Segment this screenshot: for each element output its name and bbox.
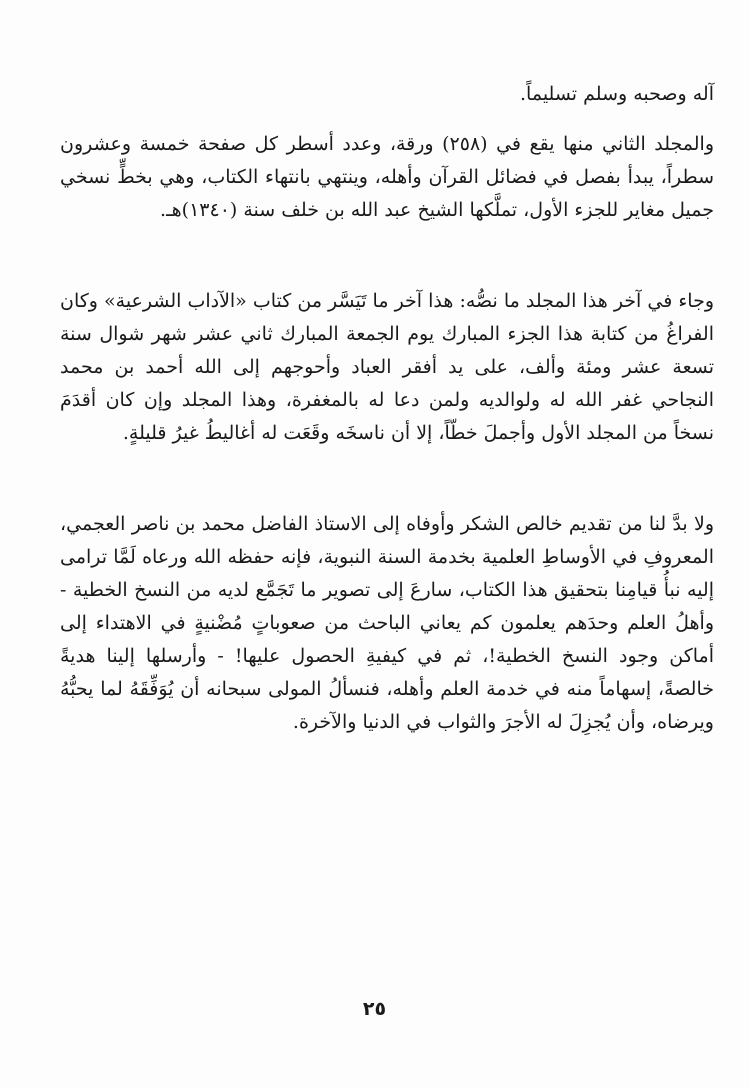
paragraph-2-text: والمجلد الثاني منها يقع في (٢٥٨) ورقة، وعدد أسطر كل صفحة خمسة وعشرون سطراً، يبدأ بفصل في فضائل القرآن وأهله، وينتهي بانتهاء الكتاب، وهي بخطٍّ نسخي جميل مغاير للجزء الأول، تملَّكها الشيخ عبد الله بن خلف سنة (١٣٤٠)هـ.	[60, 133, 715, 221]
paragraph-3-text: وجاء في آخر هذا المجلد ما نصُّه: هذا آخر ما تَيَسَّر من كتاب «الآداب الشرعية» وكان الفراغُ من كتابة هذا الجزء المبارك يوم الجمعة المبارك ثاني عشر شهر شوال سنة تسعة عشر ومئة وألف، على يد أفقر العباد وأحوجهم إلى الله أحمد بن محمد النجاحي غفر الله له ولوالديه ولمن دعا له بالمغفرة، وهذا المجلد وإن كان أقدَمَ نسخاً من المجلد الأول وأجملَ خطّاً، إلا أن ناسخَه وقَعَت له أغاليطُ غيرُ قليلةٍ.	[60, 290, 714, 444]
paragraph-second-volume-description	[60, 128, 714, 227]
paragraph-colophon	[60, 285, 714, 450]
paragraph-closing-blessing	[60, 78, 714, 111]
paragraph-4-text: ولا بدَّ لنا من تقديم خالص الشكر وأوفاه إلى الاستاذ الفاضل محمد بن ناصر العجمي، المعروفِ في الأوساطِ العلمية بخدمة السنة النبوية، فإنه حفظه الله ورعاه لَمَّا ترامى إليه نبأُ قيامِنا بتحقيق هذا الكتاب، سارعَ إلى تصوير ما تَجَمَّع لديه من النسخ الخطية - وأهلُ العلم وحدَهم يعلمون كم يعاني الباحث من صعوباتٍ مُضْنيةٍ في الاهتداء إلى أماكن وجود النسخ الخطية!، ثم في كيفيةِ الحصول عليها! - وأرسلها إلينا هديةً خالصةً، إسهاماً منه في خدمة العلم وأهله، فنسألُ المولى سبحانه أن يُوَفِّقَهُ لما يحبُّهُ ويرضاه، وأن يُجزِلَ له الأجرَ والثواب في الدنيا والآخرة.	[60, 513, 714, 733]
paragraph-1-text: آله وصحبه وسلم تسليماً.	[520, 83, 714, 105]
page-number: ٢٥	[362, 998, 387, 1020]
paragraph-acknowledgement	[60, 508, 714, 739]
